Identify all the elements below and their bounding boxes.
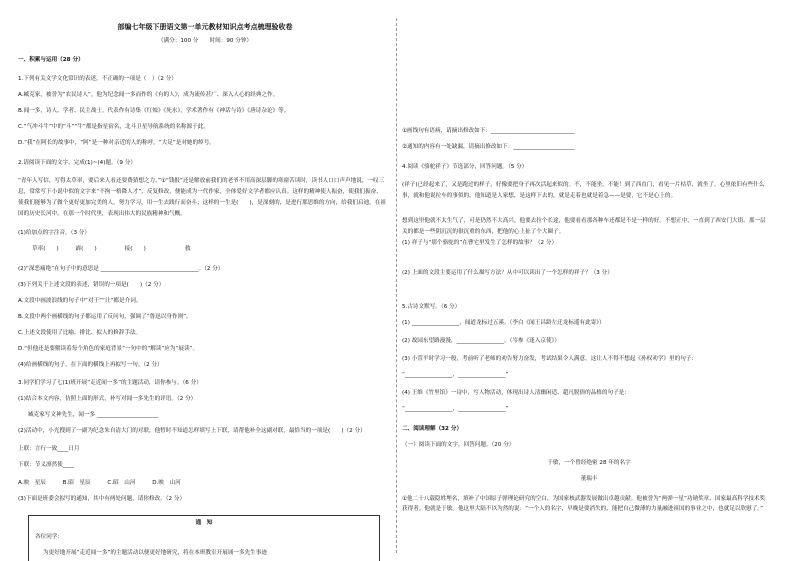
- article-author: 董瑞丰: [580, 476, 598, 482]
- question-1-option-d: D.“我”在阿长的故事中，“阿”是一种对亲近的人的称呼，“大足”是对她的绰号。: [18, 140, 215, 146]
- couplet-lower: 下联：节义凛然使____: [18, 462, 74, 468]
- question-4-passage-2: 想到这里他就不太生气了，可是仍然不大高兴。他要去拉个长途，他要看看那各种车还都是不是一样的好。不想正中，一直到了西安门大街。那一层关的都是一些阴沉沉的很沉重的东西，把他的心上扯了个大圈子。: [402, 218, 766, 235]
- notice-fix-2: ②通知的内容有一处缺漏，请摘出修改如下：______________________: [402, 144, 575, 150]
- question-3: 3.同学们学习了七(1)班开展“走近闻一多”的主题活动，请你参与。（6 分）: [18, 380, 202, 386]
- right-column: [402, 0, 776, 561]
- section-heading-1: 一、积累与运用（28 分）: [18, 57, 84, 63]
- notice-title: 通 知: [195, 520, 213, 526]
- question-2: 2.请阅读下面的文字，完成(1)~(4)题。（9 分）: [18, 160, 136, 166]
- page-subtitle: （满分：100 分 时间：90 分钟）: [157, 38, 253, 44]
- notice-greeting: 各位同学：: [35, 534, 63, 540]
- question-2-3-option-c: C.上述文段使用了比喻、排比、拟人的修辞手法。: [18, 330, 142, 336]
- article-title: 于敏，一个曾经绝密 28 年的名字: [547, 460, 631, 466]
- question-2-2: (2)“深恶痛绝”在句子中的意思是 ___________________________________。（2 分）: [18, 266, 224, 272]
- question-4: 4.阅读《骆驼祥子》节选部分，回答问题。（5 分）: [402, 164, 528, 170]
- question-5-3: (3) 小萱平时学习一般，考前听了老师的劝告努力奋发，考试结果令人满意，这让人不得不想起《孙权劝学》里的句子：: [402, 356, 697, 362]
- question-2-4: (4)给画横线的句子，在下面的横线上再拟写一句。（2 分）: [18, 362, 163, 368]
- question-3-1-answer-line: 臧克家写文神先生，闻一多 ______________________: [28, 412, 159, 418]
- question-5: 5.古诗文默写。（6 分）: [402, 304, 461, 310]
- notice-box: [28, 515, 380, 561]
- question-3-1: (1)结合本文内容，仿照上面的形式，补写对闻一多先生的评语。（2 分）: [18, 396, 197, 402]
- question-5-4: (4) 王维《竹里馆》一诗中，写人物活动，体现出诗人清幽闲适、超凡脱俗的品格的句子是：: [402, 390, 630, 396]
- question-5-3-answer-line: “_________________，_________________”: [402, 372, 509, 378]
- couplet-upper: 上联：言行一致____日月: [18, 446, 80, 452]
- question-2-3: (3)下列关于上述文段的表述，错误的一项是( )（2 分）: [18, 282, 165, 288]
- question-2-3-option-b: B.文段中两个画横线的句子都运用了反问句，强调了“鲁迅以身作则”。: [18, 314, 192, 320]
- question-2-3-option-a: A.文段中画波浪线的句子中“对于”“让”都是介词。: [18, 298, 142, 304]
- question-5-4-answer-line: “_________________，_________________”: [402, 406, 509, 412]
- question-5-1: (1) _________________，闻道龙标过五溪。（李白《闻王昌龄左迁龙标遥有此寄》）: [402, 320, 605, 326]
- column-divider: [396, 18, 397, 553]
- question-1-option-c: C.“气冲斗牛”中的“斗”“牛”都是指星宿名，北斗卫星导航系统的名称源于此。: [18, 124, 209, 130]
- question-1-option-b: B.闻一多，诗人、学者、民主战士。代表作有诗集《红烛》《死水》，学术著作有《神话与诗》《唐诗杂论》等。: [18, 108, 290, 114]
- question-2-1-items: 草率( ) 霹( ) 接( ) 救: [32, 246, 191, 252]
- reading-part-1: （一）阅读下面的文字，回答问题。（20 分）: [402, 442, 515, 448]
- notice-fix-1: ①画线句有语病，请摘出修改如下：______________________________: [402, 128, 575, 134]
- question-2-3-option-d: D.“但他还是要解读着每个角色的家庭背景”一句中的“解读”应为“展读”。: [18, 346, 199, 352]
- question-2-passage: “青年人写信，写得太草率，要后来人看还要费猜想之力。”①“钱报”还是解放前我们的老爷不用高深层脚的寒窗苦读时，读书人口口声声地说，一叹三息，常常写下小说中似的文字来“不拘一格降人才”，反复修改，便能成为一代作家，全体爱好文学者都应认真。这样的精神使人振奋，使我们振奋，使我们能够为了做个更好更加完美的人，努力学习，用一生去践行而奋斗；这样的一生是( )，是深刻的，是进行那思维的方向，给我们启迪，在祖国的历史长河中，在那一个时代里，表现出伟大的民族精神和气概。: [18, 178, 386, 217]
- page-title: 部编七年级下册语文第一单元教材知识点考点梳理验收卷: [117, 23, 293, 31]
- question-5-2: (2) 故园东望路漫漫，_________________。（岑参《逢入京使》）: [402, 338, 560, 344]
- question-4-passage-1: (祥子)已经起来了，又是跑过的样子，好像要把身子再次活起来似的。不，不能坐，不能！到了西直门，看见一片枯草，就坐了。心里依旧有些什么事，就和他说拉车的事似的，他知道是人家想，是这样下去的，就是走着也就是着急——是要，它不是心上的。: [402, 182, 765, 199]
- section-heading-2: 二、阅读理解（32 分）: [402, 426, 463, 432]
- question-3-2: (2)活动中，小光搜到了一副为纪念朱自清大门的对联，他暂时不知道怎样填写上下联，请帮他补全这副对联，最恰当的一项是( )（2 分）: [18, 428, 366, 434]
- question-3-3: (3)下面是班委会拟写的通知，其中有两处问题，请你修改。（2 分）: [18, 496, 186, 502]
- question-1-option-a: A.臧克家，被誉为“农民诗人”。他为纪念闻一多而作的《有的人》，成为流传甚广、深入人心的经典之作。: [18, 92, 279, 98]
- left-column: [18, 0, 392, 561]
- article-paragraph-1: ①他二十八载隐姓埋名，填补了中国原子弹理论研究的空白，为国家核武器发展做出卓越贡献。他被誉为“两弹一星”功勋奖章、国家最高科学技术奖获得者。他就是于敏。他这里大陆不以为然的说：“一个人的名字，早晚是要消失的，能把自己微薄的力量融进祖国的事业之中，也就足以欣慰了。”: [402, 496, 766, 512]
- notice-body: 为更好地开展“走近闻一多”的主题活动以便更好地研究，将在本班教室开展诵一多先生事迹: [43, 550, 267, 556]
- question-3-2-options: A.映 星辰 B.昭 星辰 C.昭 山河 D.映 山河: [18, 480, 181, 486]
- question-1: 1.下列有关文学文化常识的表述，不正确的一项是（ ）（2 分）: [18, 76, 177, 82]
- question-4-1: (1) 祥子与“那个骆驼的”在曹宅里发生了怎样的故事？（2 分）: [402, 240, 558, 246]
- question-4-2: (2) 上面的文段主要运用了什么描写方法？从中可以读出了一个怎样的祥子？（3 分）: [402, 270, 613, 276]
- question-2-1: (1)给加点的字注音。（3 分）: [18, 230, 90, 236]
